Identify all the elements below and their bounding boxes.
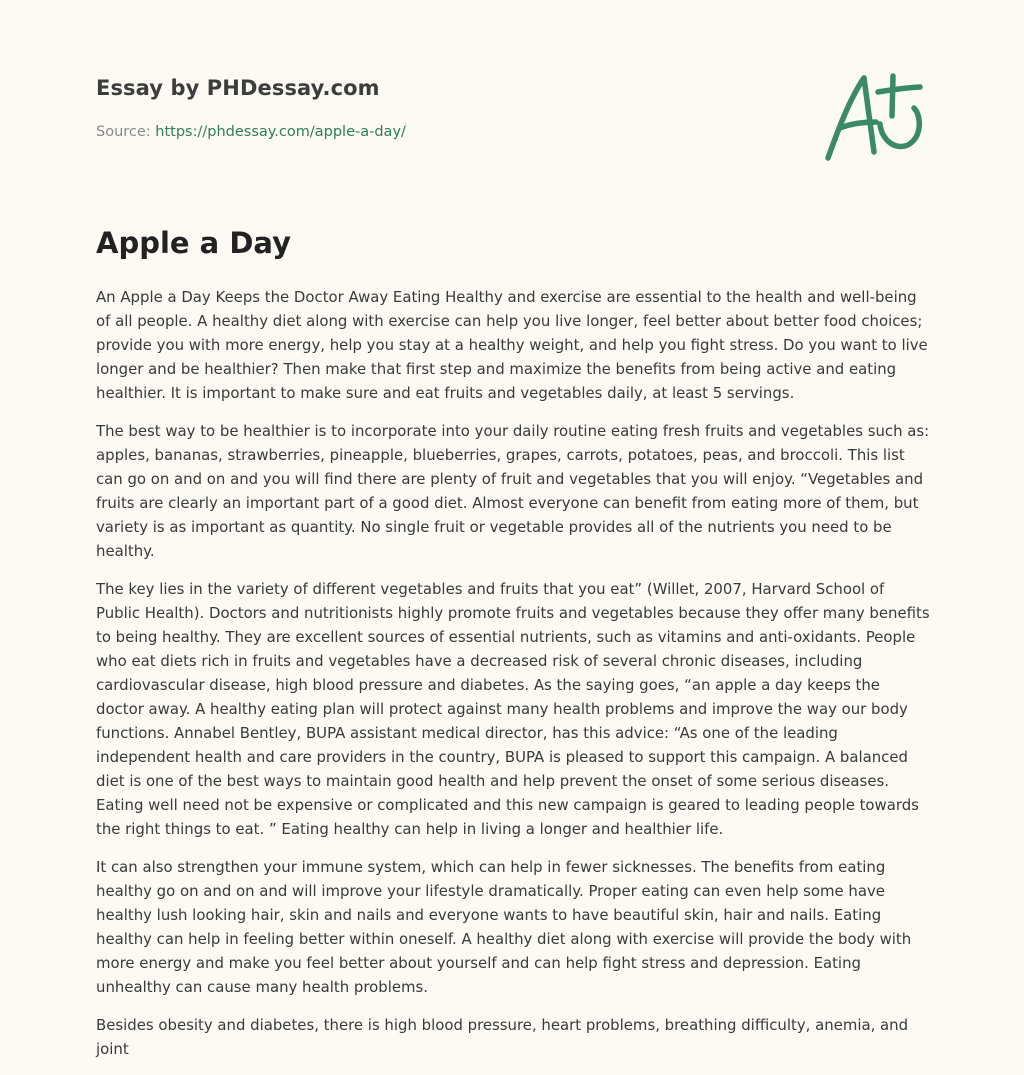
source-label: Source: xyxy=(96,124,151,140)
essay-title: Apple a Day xyxy=(96,226,291,260)
essay-paragraph: The key lies in the variety of different vegetables and fruits that you eat” (Willet, 2007, Harvard School of Public Health). Doctors and nutritionists highly promote fruits and vegetables because they offer many benefits to being healthy. They are excellent sources of essential nutrients, such as vitamins and anti-oxidants. People who eat diets rich in fruits and vegetables have a decreased risk of several chronic diseases, including cardiovascular disease, high blood pressure and diabetes. As the saying goes, “an apple a day keeps the doctor away. A healthy eating plan will protect against many health problems and improve the way our body functions. Annabel Bentley, BUPA assistant medical director, has this advice: “As one of the leading independent health and care providers in the country, BUPA is pleased to support this campaign. A balanced diet is one of the best ways to maintain good health and help prevent the onset of some serious diseases. Eating well need not be expensive or complicated and this new campaign is geared to leading people towards the right things to eat. ” Eating healthy can help in living a longer and healthier life. xyxy=(96,580,930,838)
source-line xyxy=(96,124,406,140)
essay-paragraph: Besides obesity and diabetes, there is high blood pressure, heart problems, breathing difficulty, anemia, and joint xyxy=(96,1016,909,1058)
site-brand: Essay by PHDessay.com xyxy=(96,76,380,100)
a-plus-logo-icon xyxy=(820,68,930,164)
essay-paragraph: It can also strengthen your immune system, which can help in fewer sicknesses. The benefits from eating healthy go on and on and will improve your lifestyle dramatically. Proper eating can even help some have healthy lush looking hair, skin and nails and everyone wants to have beautiful skin, hair and nails. Eating healthy can help in feeling better within oneself. A healthy diet along with exercise will provide the body with more energy and make you feel better about yourself and can help fight stress and depression. Eating unhealthy can cause many health problems. xyxy=(96,858,912,996)
essay-paragraph: An Apple a Day Keeps the Doctor Away Eating Healthy and exercise are essential to the health and well-being of all people. A healthy diet along with exercise can help you live longer, feel better about better food choices; provide you with more energy, help you stay at a healthy weight, and help you fight stress. Do you want to live longer and be healthier? Then make that first step and maximize the benefits from being active and eating healthier. It is important to make sure and eat fruits and vegetables daily, at least 5 servings. xyxy=(96,288,928,402)
essay-paragraph: The best way to be healthier is to incorporate into your daily routine eating fresh fruits and vegetables such as: apples, bananas, strawberries, pineapple, blueberries, grapes, carrots, potatoes, peas, and broccoli. This list can go on and on and you will find there are plenty of fruit and vegetables that you will enjoy. “Vegetables and fruits are clearly an important part of a good diet. Almost everyone can benefit from eating more of them, but variety is as important as quantity. No single fruit or vegetable provides all of the nutrients you need to be healthy. xyxy=(96,422,930,560)
source-link[interactable]: https://phdessay.com/apple-a-day/ xyxy=(155,124,406,140)
essay-body xyxy=(96,285,932,1075)
